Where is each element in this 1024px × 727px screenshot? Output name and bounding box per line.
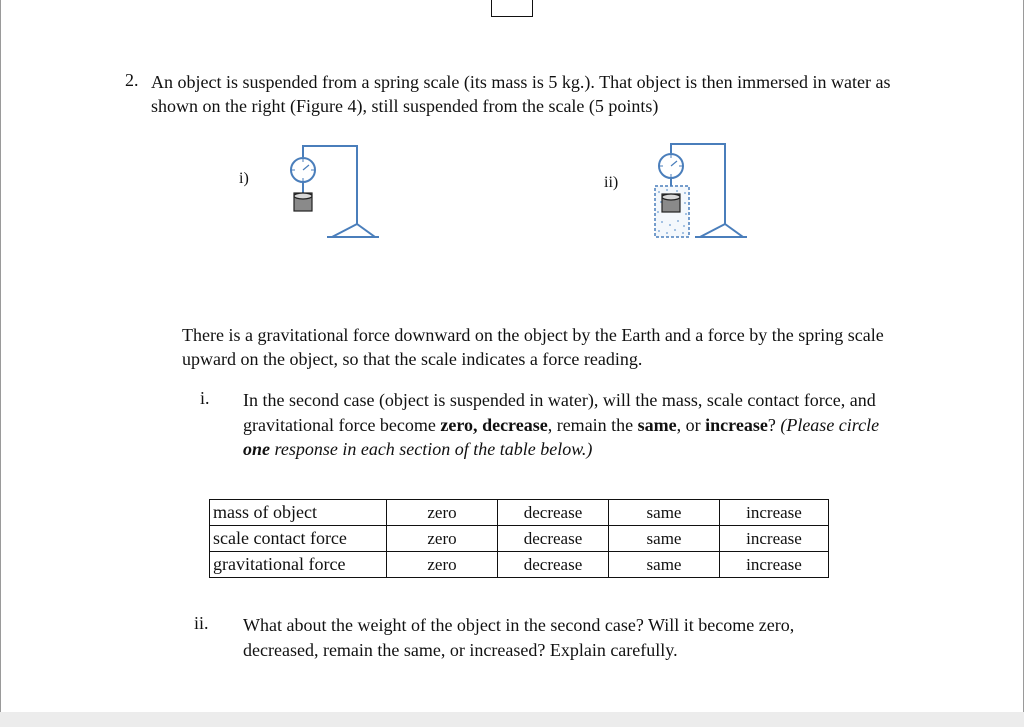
part-ii-numeral: ii. <box>194 613 209 633</box>
row-label-gravitational-force: gravitational force <box>210 552 387 578</box>
viewer-bottom-edge <box>0 712 1024 727</box>
question-number: 2. <box>125 70 139 90</box>
figure-ii-object <box>662 194 680 212</box>
table-row <box>210 552 829 578</box>
option-decrease[interactable]: decrease <box>498 552 609 578</box>
part-i-text: In the second case (object is suspended in water), will the mass, scale contact force, and gravitational force become zero, decrease, remain the same, or increase? (Please circle one response in each section of the table below.) <box>243 390 880 459</box>
option-same[interactable]: same <box>609 500 720 526</box>
figure-i-spring-scale <box>291 146 379 237</box>
table-row <box>210 500 829 526</box>
figure-label-i: i) <box>239 170 249 187</box>
option-increase[interactable]: increase <box>720 526 829 552</box>
part-i-numeral: i. <box>200 388 210 408</box>
part-ii-text: What about the weight of the object in the second case? Will it become zero, decreased, remain the same, or increased? Explain carefully. <box>243 615 795 660</box>
table-row <box>210 526 829 552</box>
option-increase[interactable]: increase <box>720 500 829 526</box>
option-increase[interactable]: increase <box>720 552 829 578</box>
option-decrease[interactable]: decrease <box>498 526 609 552</box>
row-label-scale-contact-force: scale contact force <box>210 526 387 552</box>
force-description-paragraph: There is a gravitational force downward on the object by the Earth and a force by the spring scale upward on the object, so that the scale indicates a force reading. <box>182 325 884 369</box>
option-same[interactable]: same <box>609 552 720 578</box>
row-label-mass: mass of object <box>210 500 387 526</box>
option-zero[interactable]: zero <box>387 500 498 526</box>
figure-label-ii: ii) <box>604 174 619 191</box>
question-text: An object is suspended from a spring scale (its mass is 5 kg.). That object is then immersed in water as shown on the right (Figure 4), still suspended from the scale (5 points) <box>151 72 891 116</box>
option-zero[interactable]: zero <box>387 552 498 578</box>
figure-i-object <box>294 193 312 211</box>
response-table <box>209 499 829 578</box>
option-same[interactable]: same <box>609 526 720 552</box>
option-decrease[interactable]: decrease <box>498 500 609 526</box>
option-zero[interactable]: zero <box>387 526 498 552</box>
spring-scale-figures <box>1 0 1024 300</box>
